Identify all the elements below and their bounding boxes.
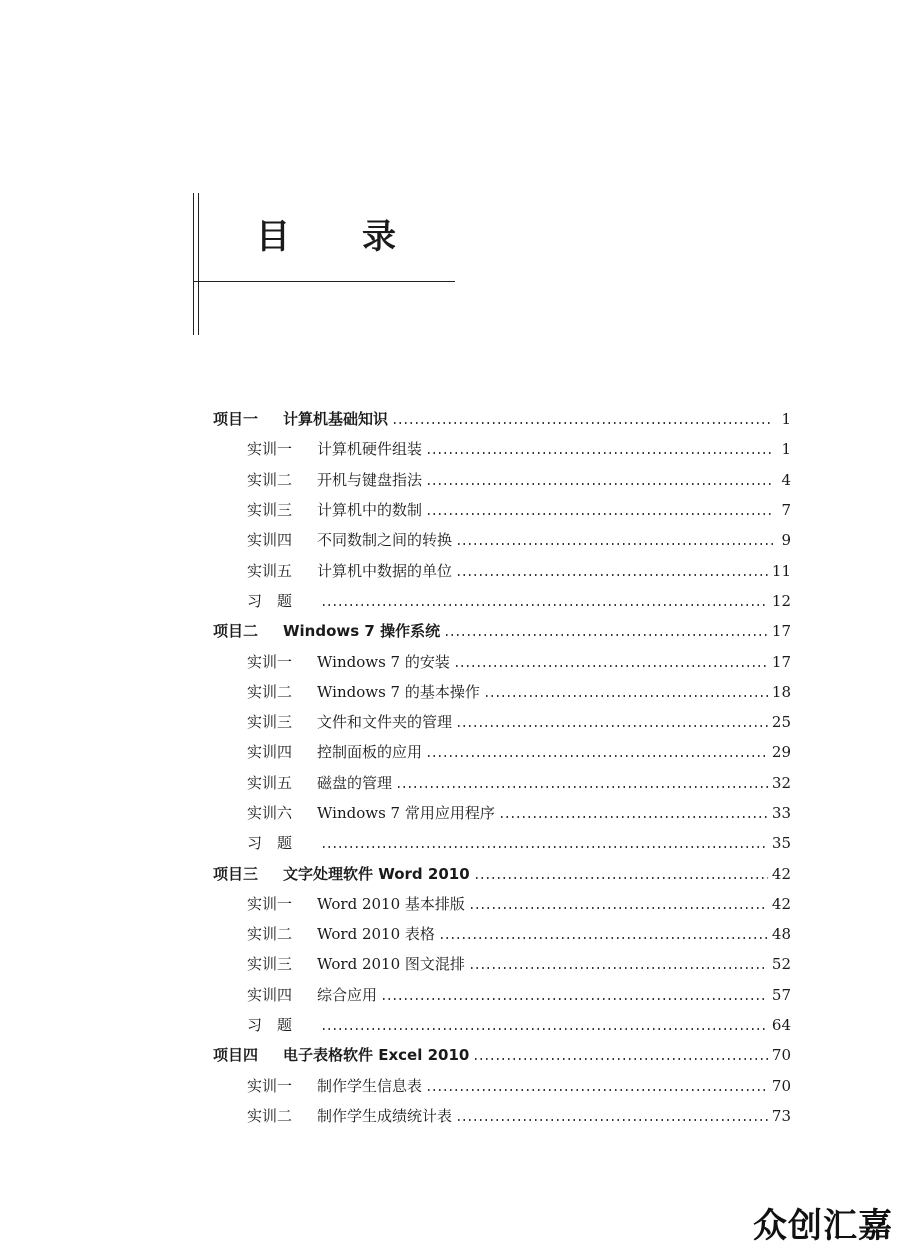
toc-page-number: 11 bbox=[771, 561, 791, 580]
toc-page-number: 25 bbox=[771, 713, 791, 732]
toc-dot-leader bbox=[426, 1089, 768, 1091]
toc-page-number: 70 bbox=[771, 1076, 791, 1095]
toc-entry-title: 制作学生信息表 bbox=[317, 1076, 423, 1095]
toc-entry-title: 综合应用 bbox=[317, 985, 378, 1004]
toc-dot-leader bbox=[321, 846, 768, 848]
toc-section-row[interactable] bbox=[213, 828, 791, 858]
toc-entry-number: 习 题 bbox=[247, 1016, 293, 1035]
toc-section-row[interactable] bbox=[213, 1010, 791, 1040]
toc-chapter-row[interactable] bbox=[213, 404, 791, 434]
toc-section-row[interactable] bbox=[213, 434, 791, 464]
toc-section-row[interactable] bbox=[213, 525, 791, 555]
toc-entry-number: 实训四 bbox=[247, 531, 293, 550]
toc-entry-title: Windows 7 常用应用程序 bbox=[317, 804, 495, 822]
toc-dot-leader bbox=[456, 574, 768, 576]
toc-entry-number: 习 题 bbox=[247, 834, 293, 853]
toc-page-number: 9 bbox=[781, 531, 791, 550]
toc-entry-title: Word 2010 表格 bbox=[317, 925, 435, 944]
toc-entry-title: 文字处理软件 Word 2010 bbox=[283, 864, 470, 883]
toc-dot-leader bbox=[321, 1028, 768, 1030]
toc-section-row[interactable] bbox=[213, 555, 791, 585]
toc-page-number: 70 bbox=[771, 1046, 791, 1065]
toc-dot-leader bbox=[473, 1058, 768, 1060]
toc-section-row[interactable] bbox=[213, 1071, 791, 1101]
toc-dot-leader bbox=[484, 695, 768, 697]
title-rule-vertical-2 bbox=[198, 193, 199, 335]
toc-page-number: 1 bbox=[781, 410, 791, 429]
toc-chapter-row[interactable] bbox=[213, 616, 791, 646]
toc-dot-leader bbox=[426, 513, 773, 515]
toc-page-number: 33 bbox=[771, 804, 791, 822]
toc-entry-title: 不同数制之间的转换 bbox=[317, 531, 453, 550]
toc-entry-title: 计算机中的数制 bbox=[317, 501, 423, 520]
toc-entry-number: 实训五 bbox=[247, 773, 293, 792]
toc-section-row[interactable] bbox=[213, 949, 791, 979]
toc-page-number: 7 bbox=[781, 501, 791, 520]
toc-page-number: 52 bbox=[771, 955, 791, 974]
toc-entry-number: 习 题 bbox=[247, 591, 293, 610]
toc-entry-number: 实训五 bbox=[247, 561, 293, 580]
toc-entry-number: 项目四 bbox=[213, 1046, 259, 1065]
toc-section-row[interactable] bbox=[213, 586, 791, 616]
toc-page-number: 4 bbox=[781, 470, 791, 489]
toc-entry-number: 实训四 bbox=[247, 985, 293, 1004]
toc-dot-leader bbox=[469, 967, 768, 969]
toc-section-row[interactable] bbox=[213, 798, 791, 828]
toc-page-number: 17 bbox=[771, 622, 791, 641]
toc-dot-leader bbox=[444, 634, 768, 636]
toc-entry-title: Windows 7 的安装 bbox=[317, 652, 450, 671]
toc-entry-number: 项目三 bbox=[213, 864, 259, 883]
toc-entry-title: 开机与键盘指法 bbox=[317, 470, 423, 489]
toc-page-number: 29 bbox=[771, 743, 791, 762]
toc-dot-leader bbox=[392, 422, 773, 424]
toc-chapter-row[interactable] bbox=[213, 858, 791, 888]
toc-section-row[interactable] bbox=[213, 495, 791, 525]
title-block bbox=[193, 193, 463, 335]
toc-page-number: 32 bbox=[771, 773, 791, 792]
watermark-logo: 众创汇嘉 bbox=[753, 1206, 893, 1246]
toc-section-row[interactable] bbox=[213, 919, 791, 949]
toc-entry-title: Word 2010 基本排版 bbox=[317, 894, 465, 913]
toc-section-row[interactable] bbox=[213, 465, 791, 495]
toc-section-row[interactable] bbox=[213, 677, 791, 707]
toc-page-number: 35 bbox=[771, 834, 791, 853]
toc-entry-number: 实训三 bbox=[247, 955, 293, 974]
toc-entry-number: 项目二 bbox=[213, 622, 259, 641]
toc-entry-number: 实训三 bbox=[247, 501, 293, 520]
toc-dot-leader bbox=[439, 937, 768, 939]
toc-dot-leader bbox=[321, 604, 768, 606]
toc-entry-number: 实训一 bbox=[247, 440, 293, 459]
toc-page-number: 42 bbox=[771, 864, 791, 883]
toc-entry-title: Windows 7 操作系统 bbox=[283, 622, 441, 641]
toc-dot-leader bbox=[396, 786, 768, 788]
toc-entry-number: 实训一 bbox=[247, 894, 293, 913]
toc-chapter-row[interactable] bbox=[213, 1040, 791, 1070]
toc-page-number: 17 bbox=[771, 652, 791, 671]
toc-page-number: 57 bbox=[771, 985, 791, 1004]
toc-entry-number: 实训二 bbox=[247, 925, 293, 944]
toc-page-number: 1 bbox=[781, 440, 791, 459]
toc-dot-leader bbox=[426, 483, 773, 485]
toc-section-row[interactable] bbox=[213, 768, 791, 798]
page-title-char-1: 目 bbox=[256, 217, 290, 257]
toc-entry-number: 实训一 bbox=[247, 1076, 293, 1095]
toc-section-row[interactable] bbox=[213, 1101, 791, 1131]
toc-dot-leader bbox=[474, 877, 768, 879]
toc-dot-leader bbox=[426, 755, 768, 757]
title-rule-vertical-1 bbox=[193, 193, 194, 335]
toc-entry-title: 计算机硬件组装 bbox=[317, 440, 423, 459]
title-rule-horizontal bbox=[193, 281, 455, 282]
toc-page-number: 64 bbox=[771, 1016, 791, 1035]
toc-page-number: 12 bbox=[771, 591, 791, 610]
toc-section-row[interactable] bbox=[213, 646, 791, 676]
toc-entry-number: 实训三 bbox=[247, 713, 293, 732]
toc-entry-number: 实训一 bbox=[247, 652, 293, 671]
toc-dot-leader bbox=[456, 725, 768, 727]
toc-section-row[interactable] bbox=[213, 980, 791, 1010]
toc-entry-title: 计算机中数据的单位 bbox=[317, 561, 453, 580]
toc-entry-number: 实训二 bbox=[247, 1106, 293, 1125]
table-of-contents bbox=[213, 404, 791, 1131]
toc-entry-title: Word 2010 图文混排 bbox=[317, 955, 465, 974]
toc-page-number: 73 bbox=[771, 1106, 791, 1125]
toc-section-row[interactable] bbox=[213, 889, 791, 919]
toc-entry-number: 实训二 bbox=[247, 470, 293, 489]
toc-page-number: 48 bbox=[771, 925, 791, 944]
toc-entry-number: 实训二 bbox=[247, 682, 293, 701]
toc-entry-title: 电子表格软件 Excel 2010 bbox=[283, 1046, 470, 1065]
toc-entry-number: 实训四 bbox=[247, 743, 293, 762]
toc-entry-number: 实训六 bbox=[247, 804, 293, 822]
toc-dot-leader bbox=[426, 452, 773, 454]
toc-section-row[interactable] bbox=[213, 707, 791, 737]
toc-dot-leader bbox=[381, 998, 768, 1000]
toc-entry-title: 制作学生成绩统计表 bbox=[317, 1106, 453, 1125]
toc-entry-title: 计算机基础知识 bbox=[283, 410, 389, 429]
toc-entry-title: 磁盘的管理 bbox=[317, 773, 393, 792]
toc-dot-leader bbox=[454, 665, 768, 667]
toc-entry-title: 控制面板的应用 bbox=[317, 743, 423, 762]
toc-dot-leader bbox=[469, 907, 768, 909]
toc-entry-number: 项目一 bbox=[213, 410, 259, 429]
toc-page-number: 42 bbox=[771, 894, 791, 913]
toc-dot-leader bbox=[499, 816, 768, 818]
toc-dot-leader bbox=[456, 1119, 768, 1121]
toc-entry-title: 文件和文件夹的管理 bbox=[317, 713, 453, 732]
toc-section-row[interactable] bbox=[213, 737, 791, 767]
toc-dot-leader bbox=[456, 543, 773, 545]
page-title-char-2: 录 bbox=[362, 217, 396, 257]
toc-entry-title: Windows 7 的基本操作 bbox=[317, 682, 480, 701]
toc-page-number: 18 bbox=[771, 682, 791, 701]
